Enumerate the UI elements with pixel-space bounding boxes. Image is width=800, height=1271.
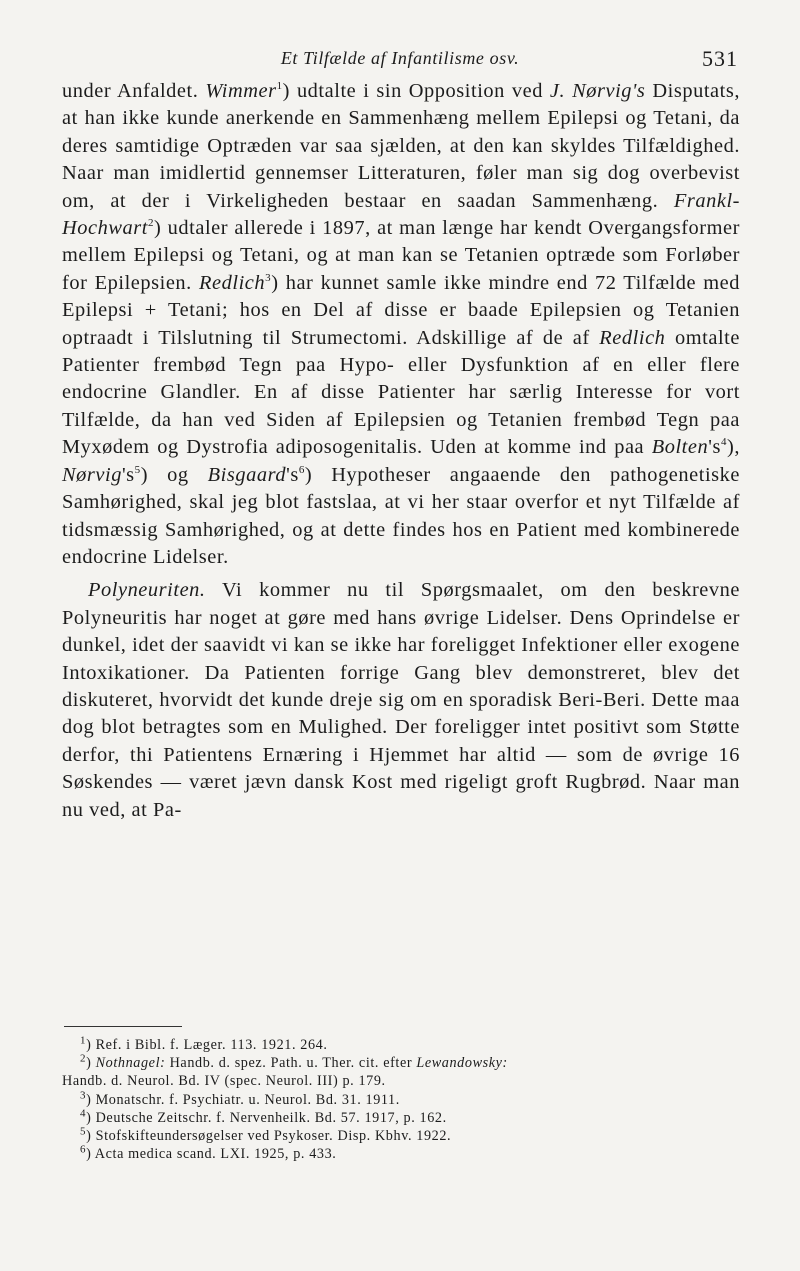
- footnote-2-continued: Handb. d. Neurol. Bd. IV (spec. Neurol. III) p. 179.: [62, 1073, 386, 1090]
- author-name: Bisgaard: [207, 463, 287, 486]
- footnote-text: ) Monatschr. f. Psychiatr. u. Neurol. Bd. 31. 1911.: [86, 1091, 400, 1108]
- footnote-divider: [64, 1026, 182, 1027]
- text-run: ) udtaler allerede i 1897, at man længe har kendt Overgangsformer mellem Epilepsi og Tetani, og at man kan se Tetanien optræde som Forløber for Epilepsien.: [62, 217, 740, 294]
- paragraph-polyneuritis: [62, 577, 740, 824]
- author-name: Nørvig: [62, 463, 122, 486]
- footnote-marker: 6: [80, 1143, 87, 1156]
- footnote-ref: 1: [276, 80, 283, 93]
- section-heading: Polyneuriten.: [88, 579, 206, 602]
- page-number: 531: [702, 46, 738, 71]
- text-run: Disputats, at han ikke kunde anerkende en Sammenhæng mellem Epilepsi og Tetani, da deres samtidige Optræden var saa sjælden, at den kan skyldes Tilfældighed. Naar man imidlertid gennemser Litteraturen, føler man sig dog overbevist om, at der i Virkeligheden bestaar en saadan Sammenhæng.: [62, 80, 740, 212]
- running-title: Et Tilfælde af Infantilisme osv.: [280, 48, 520, 68]
- author-name: Wimmer: [205, 80, 277, 102]
- footnote-1: [62, 1036, 740, 1054]
- footnote-ref: 2: [147, 217, 155, 230]
- footnote-6: [62, 1145, 740, 1163]
- footnotes: [62, 1036, 740, 1163]
- footnote-ref: 4: [720, 436, 727, 449]
- footnote-text: ) Acta medica scand. LXI. 1925, p. 433.: [86, 1146, 337, 1163]
- footnote-ref: 6: [298, 463, 305, 476]
- footnote-2: [62, 1054, 740, 1072]
- footnote-4: [62, 1109, 740, 1127]
- footnote-text: ) Ref. i Bibl. f. Læger. 113. 1921. 264.: [86, 1037, 328, 1053]
- text-run: omtalte Patienter frembød Tegn paa Hypo- eller Dysfunktion af en eller flere endocrine Glandler. En af disse Patienter har særlig Interesse for vort Tilfælde, da han ved Siden af Epilepsien og Tetanien frembød Tegn paa Myxødem og Dystrofia adiposogenitalis. Uden at komme ind paa: [62, 326, 740, 459]
- text-run: Vi kommer nu til Spørgsmaalet, om den beskrevne Polyneuritis har noget at gøre med hans øvrige Lidelser. Dens Oprindelse er dunkel, idet der saavidt vi kan se ikke har foreligget Infektioner eller exogene Intoxikationer. Da Patienten forrige Gang blev demonstreret, blev det diskuteret, hvorvidt det kunde dreje sig om en sporadisk Beri-Beri. Dette maa dog blot betragtes som en Mulighed. Der foreligger intet positivt som Støtte derfor, thi Patientens Ernæring i Hjemmet har altid — som de øvrige 16 Søskendes — været jævn dansk Kost med rigeligt groft Rugbrød. Naar man nu ved, at Pa-: [62, 579, 740, 821]
- footnote-text: ): [86, 1055, 96, 1072]
- footnote-text: ) Stofskifteundersøgelser ved Psykoser. Disp. Kbhv. 1922.: [86, 1128, 452, 1145]
- paragraph-epilepsy-tetany: [62, 78, 740, 571]
- text-run: ) og: [140, 463, 208, 486]
- footnote-ref: 3: [265, 272, 272, 285]
- text-run: ) har kunnet samle ikke mindre end 72 Tilfælde med Epilepsi + Tetani; hos en Del af disse er baade Epilepsien og Tetanien optraadt i Tilslutning til Strumectomi. Adskillige af de af: [62, 271, 740, 349]
- footnote-author: Nothnagel:: [95, 1055, 166, 1072]
- author-name: Bolten: [651, 436, 709, 459]
- footnote-3: [62, 1088, 740, 1109]
- text-run: 's: [121, 463, 135, 486]
- author-name: Redlich: [599, 326, 666, 349]
- footnote-marker: 4: [80, 1107, 87, 1120]
- body-text: [62, 78, 740, 824]
- footnote-marker: 3: [80, 1088, 87, 1101]
- text-run: under Anfaldet.: [62, 80, 206, 102]
- text-run: 's: [286, 463, 299, 486]
- text-run: 's: [708, 436, 721, 459]
- author-name: J. Nørvig's: [549, 80, 646, 102]
- footnote-author: Lewandowsky:: [416, 1055, 508, 1072]
- footnote-marker: 1: [80, 1034, 87, 1047]
- author-name: Frankl-Hochwart: [62, 189, 740, 240]
- footnote-text: Handb. d. spez. Path. u. Ther. cit. efter: [165, 1055, 417, 1072]
- text-run: ) Hypotheser angaaende den pathogenetiske Samhørighed, skal jeg blot fastslaa, at vi her staar overfor et nyt Tilfælde af tidsmæssig Samhørighed, og at dette findes hos en Patient med kombinerede endocrine Lidelser.: [62, 463, 740, 568]
- text-run: ) udtalte i sin Opposition ved: [282, 80, 550, 102]
- footnote-5: [62, 1127, 740, 1145]
- author-name: Redlich: [199, 271, 266, 294]
- footnote-ref: 5: [134, 463, 141, 476]
- footnote-marker: 5: [80, 1125, 87, 1138]
- footnote-text: ) Deutsche Zeitschr. f. Nervenheilk. Bd. 57. 1917, p. 162.: [86, 1109, 447, 1126]
- footnote-marker: 2: [80, 1052, 87, 1065]
- text-run: ),: [727, 436, 740, 459]
